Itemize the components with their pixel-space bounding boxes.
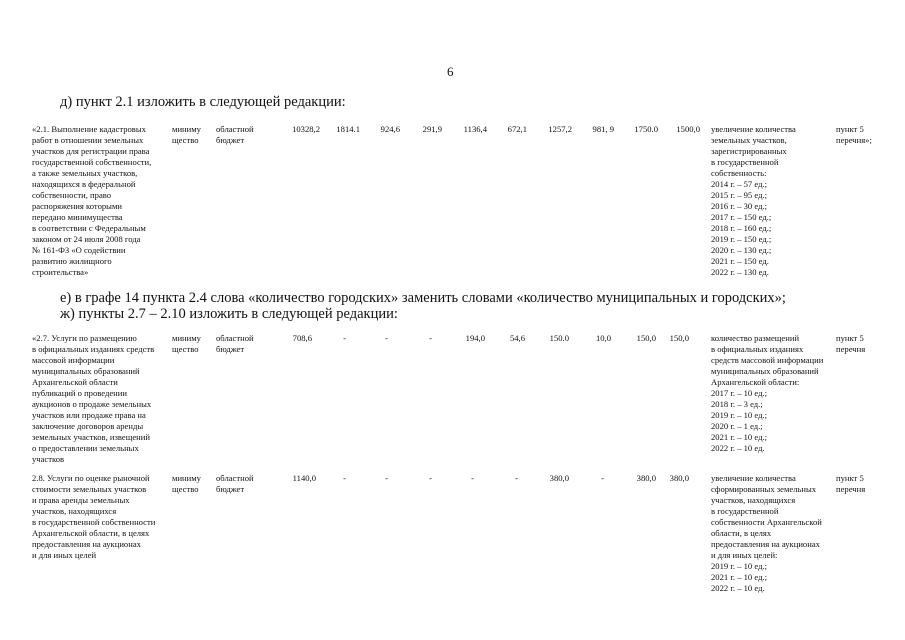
value-2018: 672,1 — [507, 124, 527, 134]
value-2022: 380,0 — [669, 473, 689, 483]
value-2021: 150,0 — [636, 333, 656, 343]
value-2018: - — [515, 473, 518, 483]
value-2016: - — [429, 333, 432, 343]
page-number: 6 — [447, 64, 454, 79]
value-2017: 194,0 — [465, 333, 485, 343]
value-2016: 291,9 — [422, 124, 442, 134]
row-description: «2.1. Выполнение кадастровых работ в отношении земельных участков для регистрации права государственной собственности, а также земельных участков, находящихся в федеральной собственности, право распоряжения которыми передано минимущества в соответствии с Федеральным законом от 24 июля 2008 года № 161-ФЗ «О содействии развитию жилищного строительства» — [32, 124, 152, 277]
row-reference: пункт 5 перечня»; — [836, 124, 872, 145]
row-source: областной бюджет — [216, 473, 254, 494]
value-2020: - — [601, 473, 604, 483]
value-2015: - — [385, 473, 388, 483]
row-executor: минимущество — [172, 473, 201, 494]
row-result: увеличение количества земельных участков, зарегистрированных в государственной собственность: 2014 г. – 57 ед.; 2015 г. – 95 ед.; 2016 г. – 30 ед.; 2017 г. – 150 ед.; 2018 г. – 160 ед.; 2019 г. – 150 ед.; 2020 г. – 130 ед.; 2021 г. – 150 ед. 2022 г. – 130 ед. — [711, 124, 796, 277]
row-result: количество размещений в официальных изданиях средств массовой информации муниципальных образований Архангельской области: 2017 г. – 10 ед.; 2018 г. – 3 ед.; 2019 г. – 10 ед.; 2020 г. – 1 ед.; 2021 г. – 10 ед.; 2022 г. – 10 ед. — [711, 333, 824, 453]
heading-zh: ж) пункты 2.7 – 2.10 изложить в следующей редакции: — [60, 306, 398, 322]
row-executor: минимущество — [172, 124, 201, 145]
row-reference: пункт 5 перечня — [836, 473, 866, 494]
value-2022: 1500,0 — [676, 124, 700, 134]
heading-d: д) пункт 2.1 изложить в следующей редакции: — [60, 94, 346, 110]
value-2014: 1814.1 — [336, 124, 360, 134]
value-2019: 380,0 — [549, 473, 569, 483]
value-2019: 150.0 — [549, 333, 569, 343]
row-source: областной бюджет — [216, 124, 254, 145]
value-2017: 1136,4 — [463, 124, 487, 134]
value-2014: - — [343, 473, 346, 483]
value-total: 10328,2 — [292, 124, 320, 134]
value-2022: 150,0 — [669, 333, 689, 343]
value-2019: 1257,2 — [548, 124, 572, 134]
value-2020: 981, 9 — [592, 124, 614, 134]
value-2020: 10,0 — [595, 333, 611, 343]
value-2021: 1750.0 — [634, 124, 658, 134]
row-description: «2.7. Услуги по размещению в официальных изданиях средств массовой информации муниципальных образований Архангельской области публикаций о проведении аукционов о продаже земельных участков или продаже права на заключение договоров аренды земельных участков, извещений о предоставлении земельных участков — [32, 333, 155, 464]
row-executor: минимущество — [172, 333, 201, 354]
value-2021: 380,0 — [636, 473, 656, 483]
value-2018: 54,6 — [509, 333, 525, 343]
value-2016: - — [429, 473, 432, 483]
row-result: увеличение количества сформированных земельных участков, находящихся в государственной собственности Архангельской области, в целях предоставления на аукционах и для иных целей: 2019 г. – 10 ед.; 2021 г. – 10 ед.; 2022 г. – 10 ед. — [711, 473, 822, 593]
row-reference: пункт 5 перечня — [836, 333, 866, 354]
value-2014: - — [343, 333, 346, 343]
value-total: 708,6 — [292, 333, 312, 343]
value-2015: 924,6 — [380, 124, 400, 134]
value-total: 1140,0 — [292, 473, 316, 483]
value-2015: - — [385, 333, 388, 343]
row-description: 2.8. Услуги по оценке рыночной стоимости земельных участков и права аренды земельных участков, находящихся в государственной собственности Архангельской области, в целях предоставления на аукционах и для иных целей — [32, 473, 156, 560]
value-2017: - — [471, 473, 474, 483]
row-source: областной бюджет — [216, 333, 254, 354]
heading-e: е) в графе 14 пункта 2.4 слова «количество городских» заменить словами «количество муниципальных и городских»; — [60, 290, 786, 306]
